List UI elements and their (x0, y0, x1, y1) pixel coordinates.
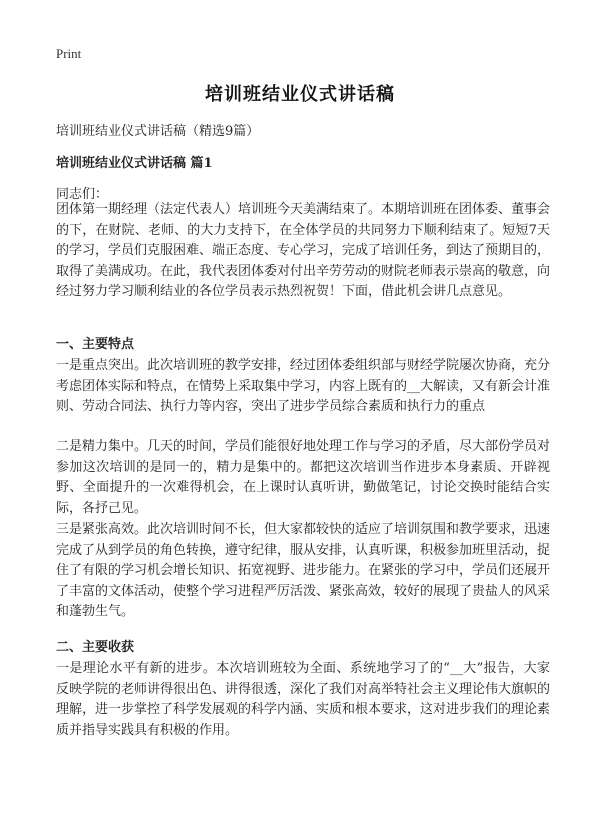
paragraph-point-1: 一是重点突出。此次培训班的教学安排，经过团体委组织部与财经学院屡次协商，充分考虑团体实际和特点，在情势上采取集中学习，内容上既有的__大解读，又有新会计准则、劳动合同法、执行力等内容，突出了进步学员综合素质和执行力的重点 (56, 358, 551, 414)
paragraph-gain-1: 一是理论水平有新的进步。本次培训班较为全面、系统地学习了的“__大”报告，大家反映学院的老师讲得很出色、讲得很透，深化了我们对高举特社会主义理论伟大旗帜的理解，进一步掌控了科学发展观的科学内涵、实质和根本要求，这对进步我们的理论素质并指导实践具有积极的作用。 (56, 661, 551, 738)
greeting: 同志们： (56, 187, 109, 202)
document-subtitle: 培训班结业仪式讲话稿（精选9篇） (56, 124, 260, 139)
print-link[interactable]: Print (56, 46, 82, 61)
section-heading-features: 一、主要特点 (56, 337, 135, 352)
article-heading: 培训班结业仪式讲话稿 篇1 (56, 156, 213, 171)
paragraph-point-3: 三是紧张高效。此次培训时间不长，但大家都较快的适应了培训氛围和教学要求，迅速完成了从到学员的角色转换，遵守纪律，服从安排，认真听课，积极参加班里活动，捉住了有限的学习机会增长知识、拓宽视野、进步能力。在紧张的学习中，学员们还展开了丰富的文体活动，使整个学习进程严厉活泼、紧张高效，较好的展现了贵盐人的风采和蓬勃生气。 (56, 522, 551, 619)
paragraph-point-2: 二是精力集中。几天的时间，学员们能很好地处理工作与学习的矛盾，尽大部份学员对参加这次培训的是同一的，精力是集中的。都把这次培训当作进步本身素质、开辟视野、全面提升的一次难得机会，在上课时认真听讲，勤做笔记，讨论交换时能结合实际，各抒己见。 (56, 439, 551, 516)
document-title: 培训班结业仪式讲话稿 (205, 84, 395, 105)
section-heading-gains: 二、主要收获 (56, 640, 135, 655)
intro-paragraph: 团体第一期经理（法定代表人）培训班今天美满结束了。本期培训班在团体委、董事会的下，在财院、老师、的大力支持下，在全体学员的共同努力下顺利结束了。短短7天的学习，学员们克服困难、端正态度、专心学习，完成了培训任务，到达了预期目的，取得了美满成功。在此，我代表团体委对付出辛劳劳动的财院老师表示崇高的敬意，向经过努力学习顺利结业的各位学员表示热烈祝贺！下面，借此机会讲几点意见。 (56, 202, 551, 299)
